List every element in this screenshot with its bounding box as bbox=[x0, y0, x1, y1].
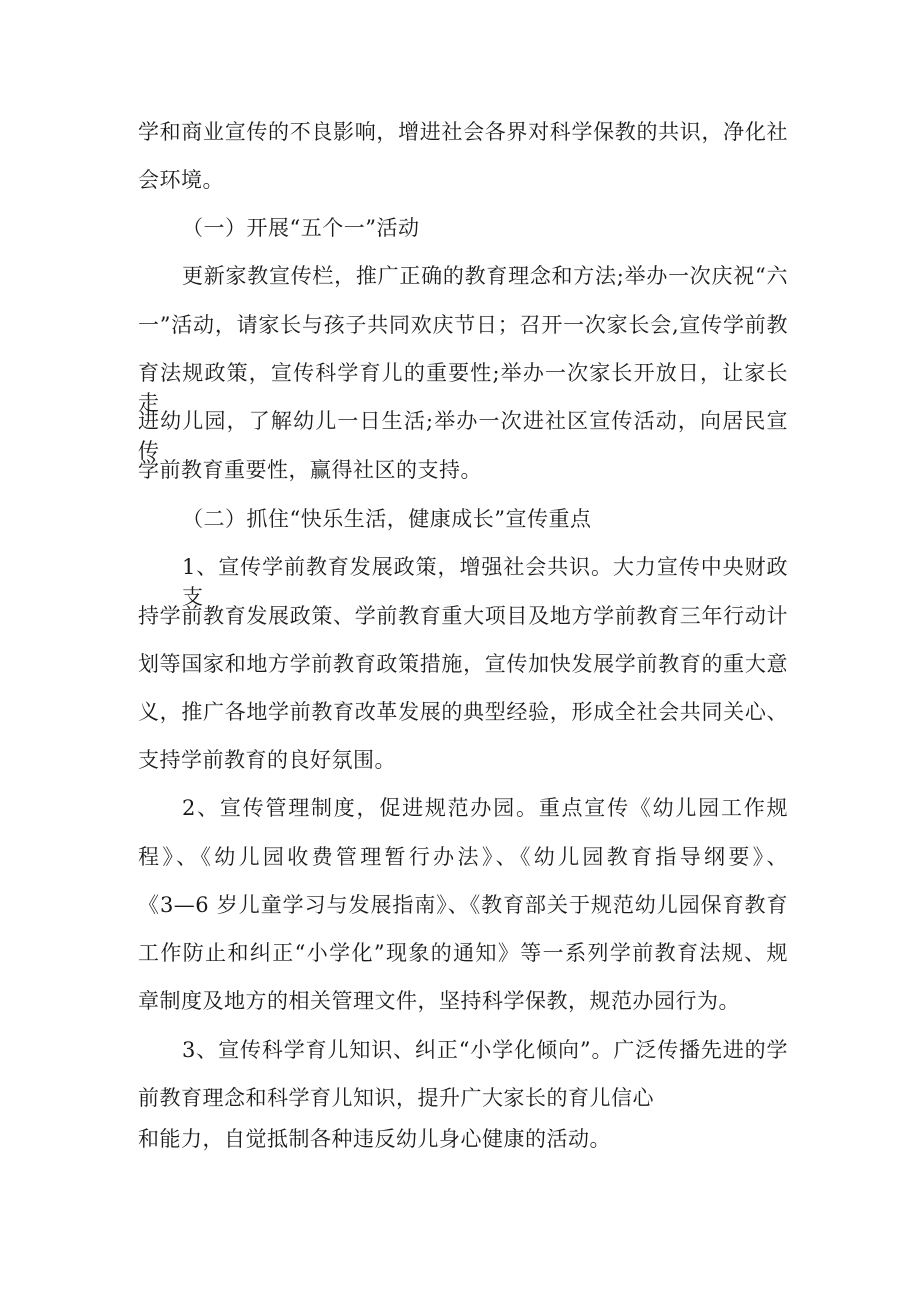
text-line: 2、宣传管理制度，促进规范办园。重点宣传《幼儿园工作规 bbox=[182, 796, 788, 820]
text-line: 和能力，自觉抵制各种违反幼儿身心健康的活动。 bbox=[138, 1127, 611, 1151]
text-line: 《3—6 岁儿童学习与发展指南》、《教育部关于规范幼儿园保育教育 bbox=[138, 893, 788, 917]
text-line: 章制度及地方的相关管理文件，坚持科学保教，规范办园行为。 bbox=[138, 989, 740, 1013]
text-line: 程》、《幼儿园收费管理暂行办法》、《幼儿园教育指导纲要》、 bbox=[138, 845, 788, 869]
text-line: 会环境。 bbox=[138, 168, 224, 192]
text-line: 3、宣传科学育儿知识、纠正“小学化倾向”。广泛传播先进的学 bbox=[182, 1038, 788, 1062]
text-line: 育法规政策，宣传科学育儿的重要性;举办一次家长开放日，让家长走 bbox=[138, 361, 788, 415]
text-line: 持学前教育发展政策、学前教育重大项目及地方学前教育三年行动计 bbox=[138, 604, 788, 628]
text-line: 支持学前教育的良好氛围。 bbox=[138, 748, 396, 772]
text-line: 一”活动，请家长与孩子共同欢庆节日；召开一次家长会,宣传学前教 bbox=[138, 313, 788, 337]
text-line: 前教育理念和科学育儿知识，提升广大家长的育儿信心 bbox=[138, 1086, 654, 1110]
section-heading: （一）开展“五个一”活动 bbox=[182, 216, 420, 240]
text-line: 划等国家和地方学前教育政策措施，宣传加快发展学前教育的重大意 bbox=[138, 652, 788, 676]
text-line: 进幼儿园，了解幼儿一日生活;举办一次进社区宣传活动，向居民宣传 bbox=[138, 409, 788, 463]
text-line: 义，推广各地学前教育改革发展的典型经验，形成全社会共同关心、 bbox=[138, 700, 788, 724]
text-line: 更新家教宣传栏，推广正确的教育理念和方法;举办一次庆祝“六 bbox=[182, 264, 788, 288]
text-line: 学前教育重要性，赢得社区的支持。 bbox=[138, 458, 482, 482]
text-line: 学和商业宣传的不良影响，增进社会各界对科学保教的共识，净化社 bbox=[138, 120, 788, 144]
text-line: 工作防止和纠正“小学化”现象的通知》等一系列学前教育法规、规 bbox=[138, 941, 788, 965]
section-heading: （二）抓住“快乐生活，健康成长”宣传重点 bbox=[182, 507, 592, 531]
text-line: 1、宣传学前教育发展政策，增强社会共识。大力宣传中央财政支 bbox=[182, 555, 788, 609]
